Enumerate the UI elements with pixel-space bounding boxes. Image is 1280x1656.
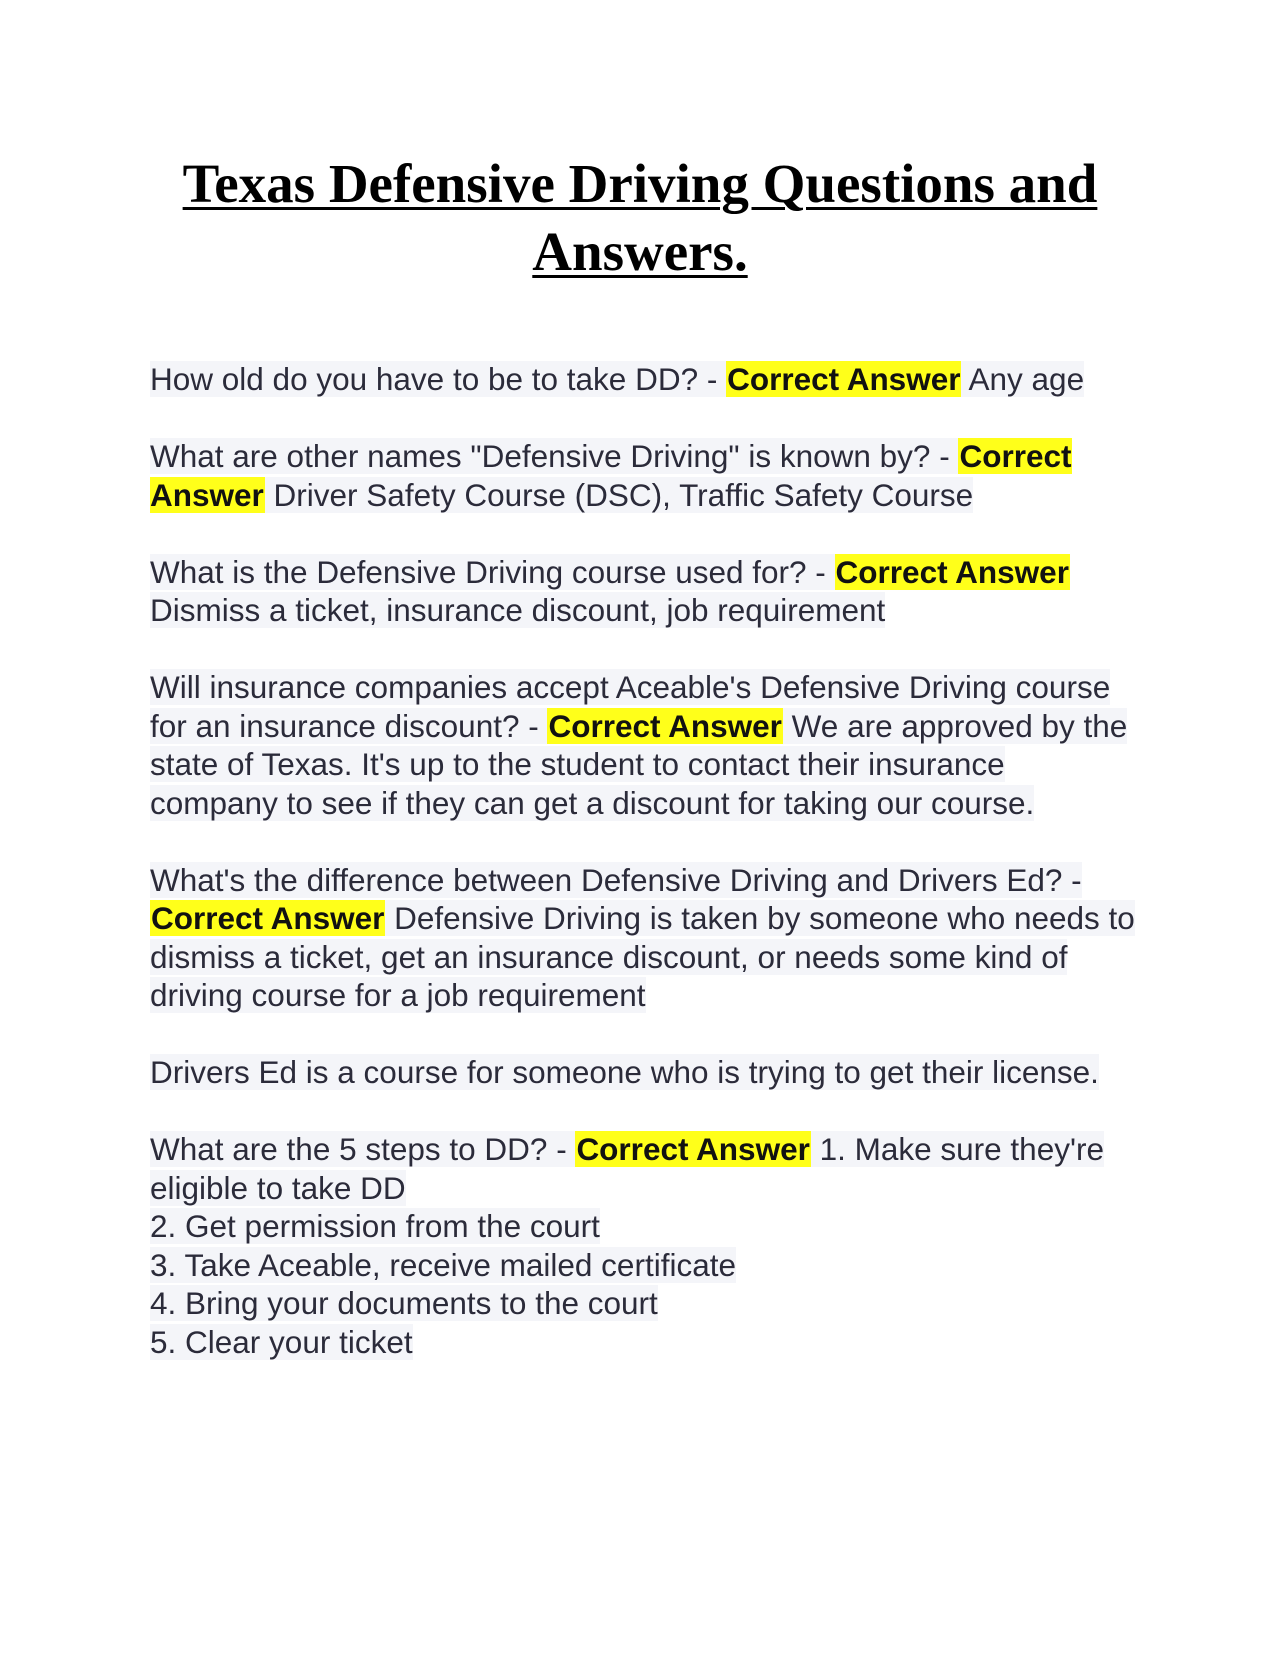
- drivers-ed-paragraph: [150, 1053, 1135, 1092]
- question-text: What are other names "Defensive Driving" is known by? -: [150, 438, 959, 474]
- answer-text: 1. Make sure they're eligible to take DD: [150, 1131, 1104, 1206]
- question-text: What are the 5 steps to DD? -: [150, 1131, 576, 1167]
- correct-answer-label: Correct Answer: [835, 553, 1069, 590]
- qa-item-course-use: [150, 553, 1135, 630]
- answer-text: Driver Safety Course (DSC), Traffic Safety Course: [264, 476, 974, 513]
- document-body: [150, 360, 1135, 1400]
- qa-item-insurance: [150, 668, 1135, 822]
- answer-text: We are approved by the state of Texas. It's up to the student to contact their insurance company to see if they can get a discount for taking our course.: [150, 707, 1128, 821]
- answer-text: Any age: [961, 361, 1085, 397]
- qa-item-difference: [150, 861, 1135, 1015]
- qa-item-steps: [150, 1130, 1135, 1361]
- answer-text: Defensive Driving is taken by someone who needs to dismiss a ticket, get an insurance discount, or needs some kind of driving course for a job requirement: [150, 900, 1135, 1013]
- question-text: What is the Defensive Driving course used for? -: [150, 553, 835, 590]
- paragraph-text: Drivers Ed is a course for someone who is trying to get their license.: [150, 1054, 1099, 1090]
- qa-item-age: [150, 360, 1135, 399]
- correct-answer-label: Correct Answer: [727, 361, 961, 397]
- step-item: 3. Take Aceable, receive mailed certificate: [150, 1246, 736, 1283]
- step-item: 4. Bring your documents to the court: [150, 1285, 658, 1321]
- correct-answer-label: Correct Answer: [576, 1131, 810, 1167]
- correct-answer-label: Correct Answer: [548, 707, 782, 744]
- qa-item-other-names: [150, 437, 1135, 514]
- question-text: Will insurance companies accept Aceable's Defensive Driving course for an insurance discount? -: [150, 669, 1111, 744]
- correct-answer-label: Correct Answer: [150, 438, 1072, 513]
- step-item: 5. Clear your ticket: [150, 1323, 413, 1360]
- question-text: How old do you have to be to take DD? -: [150, 361, 727, 397]
- document-title: Texas Defensive Driving Questions and Answers.: [182, 153, 1098, 282]
- correct-answer-label: Correct Answer: [151, 900, 385, 936]
- step-item: 2. Get permission from the court: [150, 1208, 600, 1244]
- question-text: What's the difference between Defensive Driving and Drivers Ed? -: [150, 861, 1082, 898]
- answer-text: Dismiss a ticket, insurance discount, job requirement: [150, 592, 886, 628]
